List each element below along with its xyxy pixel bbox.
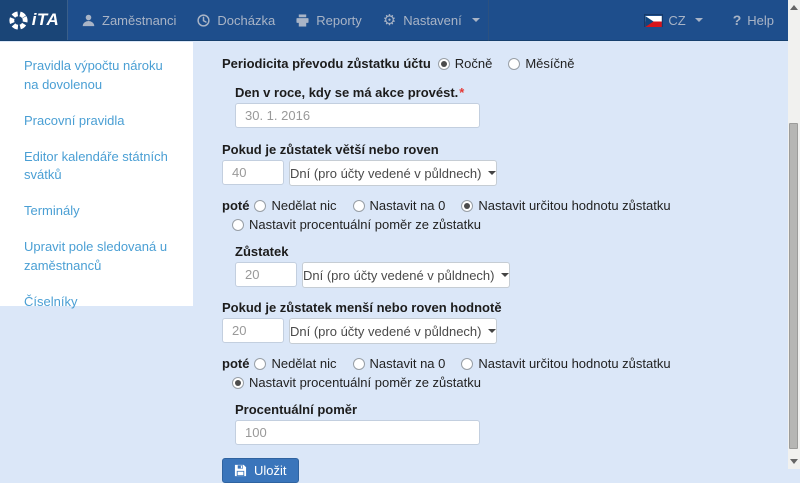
then-label: poté — [222, 356, 250, 371]
gear-icon: ⚙ — [382, 11, 397, 29]
radio-icon — [254, 358, 266, 370]
nav-item-nastaveni[interactable] — [383, 0, 480, 41]
scrollbar-thumb[interactable] — [789, 123, 798, 449]
chevron-down-icon — [488, 329, 496, 333]
navbar-divider — [488, 0, 489, 41]
person-icon — [82, 14, 95, 27]
nav-item-label: Reporty — [316, 12, 362, 28]
save-button-label: Uložit — [254, 463, 287, 478]
radio-label: Nastavit na 0 — [369, 356, 446, 371]
help-link[interactable] — [733, 12, 774, 28]
chevron-down-icon — [488, 171, 496, 175]
settings-form — [193, 42, 788, 478]
chevron-down-icon — [695, 18, 703, 22]
nav-item-label: Nastavení — [403, 12, 462, 28]
then-greater-group — [222, 198, 788, 232]
greater-row — [222, 160, 480, 186]
dropdown-selected-value: Dní (pro účty vedené v půldnech) — [290, 165, 482, 181]
nav-item-zamestnanci[interactable] — [82, 0, 176, 41]
radio-label: Nastavit určitou hodnotu zůstatku — [478, 356, 671, 371]
radio-label: Nastavit procentuální poměr ze zůstatku — [249, 375, 481, 390]
radio-icon — [353, 200, 365, 212]
then-lesser-line1 — [222, 356, 788, 371]
periodicity-row — [222, 56, 788, 71]
action-day-input[interactable] — [235, 103, 480, 128]
radio-option-nastavit-na-0[interactable] — [353, 198, 446, 213]
percent-input[interactable] — [235, 420, 480, 445]
sidebar-item-editor-kalendare[interactable]: Editor kalendáře státních svátků — [24, 148, 168, 183]
then-greater-line2 — [232, 217, 788, 232]
sidebar-item-pracovni-pravidla[interactable]: Pracovní pravidla — [24, 112, 125, 128]
radio-icon — [232, 219, 244, 231]
radio-option-nedelat-nic[interactable] — [254, 356, 336, 371]
top-navbar — [0, 0, 788, 41]
radio-option-procentualni-pomer[interactable] — [232, 217, 481, 232]
app-logo[interactable] — [0, 0, 68, 40]
language-code: CZ — [668, 12, 686, 28]
radio-icon — [254, 200, 266, 212]
radio-label: Nastavit na 0 — [369, 198, 446, 213]
settings-sidebar — [0, 42, 193, 309]
radio-label: Ročně — [454, 56, 493, 71]
radio-icon — [508, 58, 520, 70]
clock-icon — [197, 14, 210, 27]
radio-icon — [461, 358, 473, 370]
radio-option-urcitou-hodnotu[interactable] — [461, 198, 670, 213]
printer-icon — [296, 14, 309, 27]
percent-section — [235, 402, 788, 457]
nav-item-label: Docházka — [217, 12, 276, 28]
navbar-right — [645, 0, 788, 40]
radio-label: Nedělat nic — [271, 198, 337, 213]
sidebar-item-ciselniky[interactable]: Číselníky — [24, 293, 78, 309]
balance-row — [235, 262, 495, 288]
action-day-label-text: Den v roce, kdy se má akce provést. — [235, 85, 459, 100]
radio-label: Nedělat nic — [271, 356, 337, 371]
czech-flag-icon — [645, 15, 662, 26]
sidebar-item-pravidla-vypoctu[interactable]: Pravidla výpočtu nároku na dovolenou — [24, 58, 163, 92]
radio-label: Měsíčně — [525, 56, 575, 71]
nav-item-dochazka[interactable] — [197, 0, 275, 41]
action-day-label — [235, 85, 788, 100]
chevron-down-icon — [501, 273, 509, 277]
radio-icon — [438, 58, 450, 70]
dropdown-selected-value: Dní (pro účty vedené v půldnech) — [303, 267, 495, 283]
nav-item-reporty[interactable] — [296, 0, 362, 41]
chevron-down-icon — [472, 18, 480, 22]
scrollbar-up-arrow[interactable] — [790, 5, 798, 10]
save-icon — [234, 464, 247, 477]
radio-icon — [232, 377, 244, 389]
then-greater-line1 — [222, 198, 788, 213]
radio-icon — [353, 358, 365, 370]
radio-option-nedelat-nic[interactable] — [254, 198, 336, 213]
sidebar-item-upravit-pole[interactable]: Upravit pole sledovaná u zaměstnanců — [24, 239, 168, 273]
percent-label: Procentuální poměr — [235, 402, 358, 417]
scrollbar-down-arrow[interactable] — [790, 459, 798, 464]
save-button[interactable] — [222, 458, 299, 483]
balance-value-input[interactable] — [235, 262, 297, 287]
nav-item-label: Zaměstnanci — [102, 12, 177, 28]
greater-value-input[interactable] — [222, 160, 284, 185]
lesser-unit-dropdown[interactable] — [289, 318, 497, 344]
main-menu — [68, 0, 501, 40]
radio-icon — [461, 200, 473, 212]
action-day-section — [235, 85, 788, 142]
then-lesser-line2 — [232, 375, 788, 390]
lesser-row — [222, 318, 480, 344]
balance-section — [235, 244, 788, 288]
radio-option-mesicne[interactable] — [508, 56, 574, 71]
radio-option-rocne[interactable] — [438, 56, 493, 71]
dropdown-selected-value: Dní (pro účty vedené v půldnech) — [290, 323, 482, 339]
greater-unit-dropdown[interactable] — [289, 160, 497, 186]
radio-label: Nastavit určitou hodnotu zůstatku — [478, 198, 671, 213]
radio-label: Nastavit procentuální poměr ze zůstatku — [249, 217, 481, 232]
greater-label: Pokud je zůstatek větší nebo roven — [222, 142, 439, 157]
radio-option-procentualni-pomer[interactable] — [232, 375, 481, 390]
balance-label: Zůstatek — [235, 244, 289, 259]
logo-text: iTA — [31, 10, 60, 29]
radio-option-nastavit-na-0[interactable] — [353, 356, 446, 371]
logo-ring-icon — [8, 10, 29, 31]
required-asterisk: * — [459, 85, 465, 100]
lesser-value-input[interactable] — [222, 318, 284, 343]
language-selector[interactable] — [645, 13, 702, 28]
then-label: poté — [222, 198, 250, 213]
vertical-scrollbar — [788, 0, 800, 469]
question-icon: ? — [732, 12, 742, 28]
lesser-label: Pokud je zůstatek menší nebo roven hodnotě — [222, 300, 502, 315]
then-lesser-group — [222, 356, 788, 390]
help-label: Help — [747, 12, 774, 28]
balance-unit-dropdown[interactable] — [302, 262, 510, 288]
sidebar-item-terminaly[interactable]: Terminály — [24, 203, 80, 219]
radio-option-urcitou-hodnotu[interactable] — [461, 356, 670, 371]
periodicity-label: Periodicita převodu zůstatku účtu — [222, 56, 431, 71]
